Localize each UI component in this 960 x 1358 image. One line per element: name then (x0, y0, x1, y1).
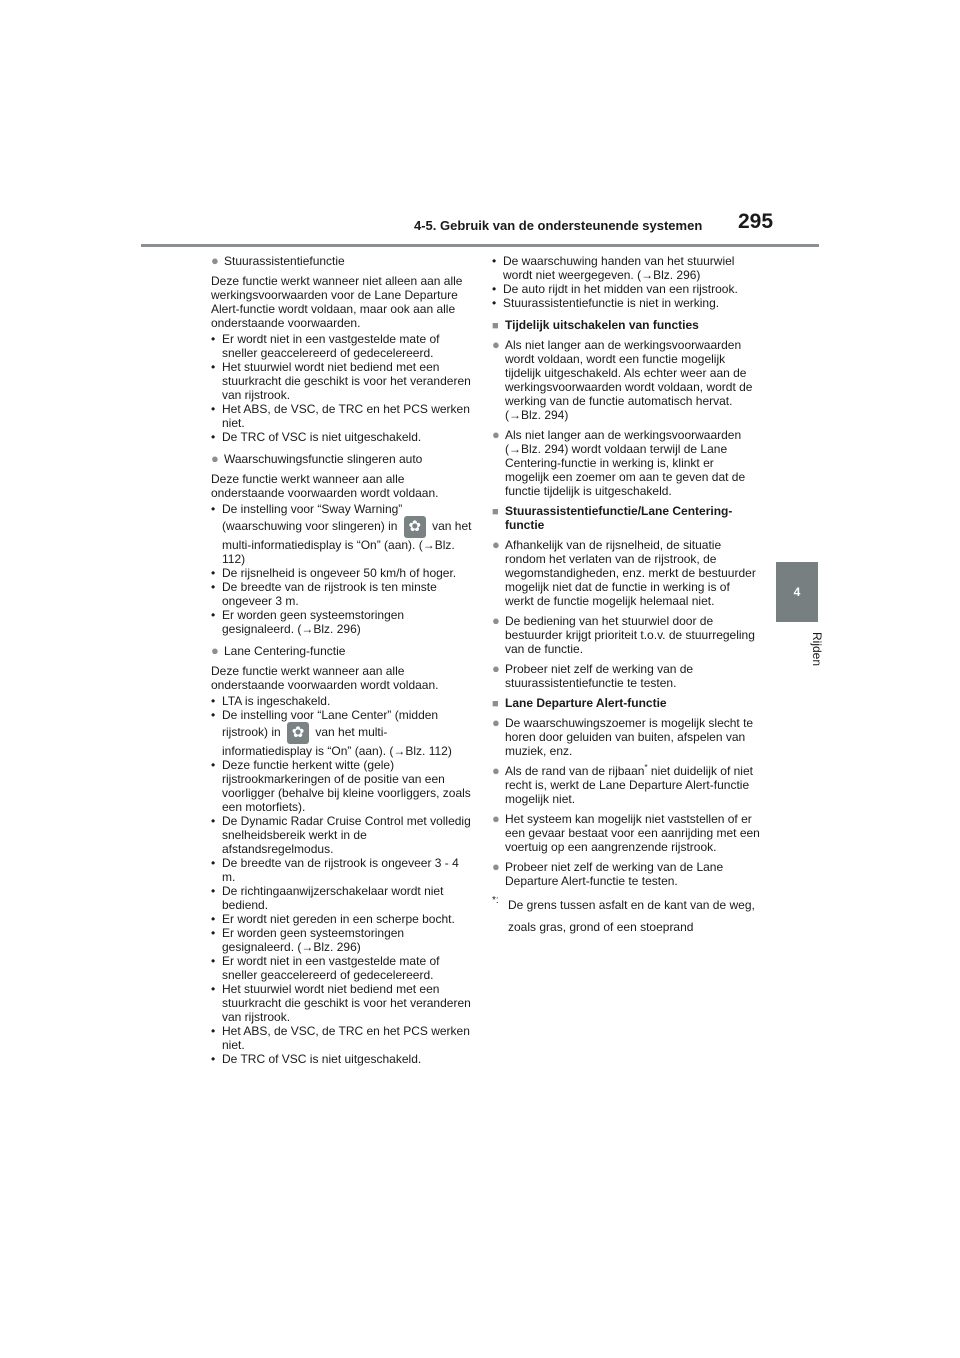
list-item: • Stuurassistentiefunctie is niet in werking. (492, 296, 760, 310)
square-bullet-icon: ■ (492, 698, 499, 710)
circle-bullet-icon: ● (211, 253, 219, 268)
circle-bullet-icon: ● (492, 613, 500, 628)
footnote-symbol: *: (492, 895, 499, 906)
chapter-number: 4 (793, 585, 801, 599)
header-rule (141, 244, 819, 247)
footnote-marker: * (644, 763, 648, 772)
paragraph: Deze functie werkt wanneer aan alle onderstaande voorwaarden wordt voldaan. (211, 472, 439, 500)
right-column (492, 254, 760, 938)
list-item: • Er wordt niet in een vastgestelde mate of sneller geaccelereerd of gedecelereerd. (211, 954, 473, 982)
note-item: ● Het systeem kan mogelijk niet vaststellen of er een gevaar bestaat voor een aanrijding met een voertuig op een aangrenzende rijstrook. (492, 811, 760, 854)
list-item: • Deze functie herkent witte (gele) rijstrookmarkeringen of de positie van een voorligger (behalve bij kleine voorliggers, zoals een motorfiets). (211, 758, 473, 814)
note-item: ● Als niet langer aan de werkingsvoorwaarden (→Blz. 294) wordt voldaan terwijl de Lane Centering-functie in werking is, klinkt er mogelijk een zoemer om aan te geven dat de functie tijdelijk is uitgeschakeld. (492, 427, 746, 498)
paragraph: Deze functie werkt wanneer aan alle onderstaande voorwaarden wordt voldaan. (211, 664, 439, 692)
circle-bullet-icon: ● (492, 715, 500, 730)
note-item: ● Afhankelijk van de rijsnelheid, de situatie rondom het verlaten van de rijstrook, de wegomstandigheden, enz. merkt de bestuurder mogelijk niet dat de functie in werking is of werkt de functie mogelijk helemaal niet. (492, 537, 756, 608)
page-number: 295 (738, 210, 774, 233)
circle-bullet-icon: ● (492, 427, 500, 442)
subsection-heading: ■ Lane Departure Alert-functie (492, 696, 667, 710)
paragraph: Deze functie werkt wanneer niet alleen aan alle werkingsvoorwaarden voor de Lane Departure Alert-functie wordt voldaan, maar ook aan alle onderstaande voorwaarden. (211, 274, 463, 330)
circle-bullet-icon: ● (492, 337, 500, 352)
list-item: • De rijsnelheid is ongeveer 50 km/h of hoger. (211, 566, 473, 580)
circle-bullet-icon: ● (492, 763, 500, 778)
settings-gear-icon (287, 722, 309, 744)
circle-bullet-icon: ● (492, 811, 500, 826)
circle-bullet-icon: ● (211, 451, 219, 466)
list-item: • De breedte van de rijstrook is ongeveer 3 - 4 m. (211, 856, 473, 884)
circle-bullet-icon: ● (492, 859, 500, 874)
footnote: *: De grens tussen asfalt en de kant van de weg, zoals gras, grond of een stoeprand (492, 894, 760, 938)
note-item: ● Als de rand van de rijbaan* niet duidelijk of niet recht is, werkt de Lane Departure Alert-functie mogelijk niet. (492, 763, 753, 806)
subsection-heading: ■ Stuurassistentiefunctie/Lane Centering-functie (492, 504, 733, 532)
section-heading: ● Waarschuwingsfunctie slingeren auto (211, 451, 423, 466)
chapter-label: Rijden (810, 632, 824, 667)
list-item: • De instelling voor “Sway Warning” (waarschuwing voor slingeren) in ✿ van het multi-informatiedisplay is “On” (aan). (→Blz. 112) (211, 502, 473, 566)
list-item: • De breedte van de rijstrook is ten minste ongeveer 3 m. (211, 580, 473, 608)
square-bullet-icon: ■ (492, 506, 499, 518)
note-item: ● Probeer niet zelf de werking van de Lane Departure Alert-functie te testen. (492, 859, 724, 888)
list-item: • De richtingaanwijzerschakelaar wordt niet bediend. (211, 884, 473, 912)
list-item: • De waarschuwing handen van het stuurwiel wordt niet weergegeven. (→Blz. 296) (492, 254, 760, 282)
list-item: • Het ABS, de VSC, de TRC en het PCS werken niet. (211, 1024, 473, 1052)
list-item: • Er worden geen systeemstoringen gesignaleerd. (→Blz. 296) (211, 926, 473, 954)
list-item: • Het stuurwiel wordt niet bediend met een stuurkracht die geschikt is voor het veranderen van rijstrook. (211, 982, 473, 1024)
list-item: • Het stuurwiel wordt niet bediend met een stuurkracht die geschikt is voor het veranderen van rijstrook. (211, 360, 473, 402)
note-item: ● De bediening van het stuurwiel door de bestuurder krijgt prioriteit t.o.v. de stuurregeling van de functie. (492, 613, 755, 656)
list-item: • Er wordt niet gereden in een scherpe bocht. (211, 912, 473, 926)
circle-bullet-icon: ● (211, 643, 219, 658)
list-item: • De auto rijdt in het midden van een rijstrook. (492, 282, 760, 296)
header-title: 4-5. Gebruik van de ondersteunende systemen (414, 218, 703, 233)
circle-bullet-icon: ● (492, 537, 500, 552)
settings-gear-icon (404, 516, 426, 538)
list-item: • Er worden geen systeemstoringen gesignaleerd. (→Blz. 296) (211, 608, 473, 636)
list-item: • De instelling voor “Lane Center” (midden rijstrook) in ✿ van het multi-informatiedisplay is “On” (aan). (→Blz. 112) (211, 708, 473, 758)
note-item: ● De waarschuwingszoemer is mogelijk slecht te horen door geluiden van buiten, afspelen van muziek, enz. (492, 715, 754, 758)
list-item: • De TRC of VSC is niet uitgeschakeld. (211, 1052, 473, 1066)
square-bullet-icon: ■ (492, 320, 499, 332)
list-item: • De TRC of VSC is niet uitgeschakeld. (211, 430, 473, 444)
list-item: • Het ABS, de VSC, de TRC en het PCS werken niet. (211, 402, 473, 430)
subsection-heading: ■ Tijdelijk uitschakelen van functies (492, 318, 699, 332)
note-item: ● Als niet langer aan de werkingsvoorwaarden wordt voldaan, wordt een functie mogelijk tijdelijk uitgeschakeld. Als echter weer aan de werkingsvoorwaarden wordt voldaan, wordt de werking van de functie automatisch hervat. (→Blz. 294) (492, 337, 753, 422)
note-item: ● Probeer niet zelf de werking van de stuurassistentiefunctie te testen. (492, 661, 694, 690)
circle-bullet-icon: ● (492, 661, 500, 676)
list-item: • LTA is ingeschakeld. (211, 694, 473, 708)
list-item: • De Dynamic Radar Cruise Control met volledig snelheidsbereik werkt in de afstandsregelmodus. (211, 814, 473, 856)
list-item: • Er wordt niet in een vastgestelde mate of sneller geaccelereerd of gedecelereerd. (211, 332, 473, 360)
left-column (211, 254, 473, 1066)
section-heading: ● Stuurassistentiefunctie (211, 253, 345, 268)
section-heading: ● Lane Centering-functie (211, 643, 346, 658)
chapter-tab (776, 562, 818, 622)
